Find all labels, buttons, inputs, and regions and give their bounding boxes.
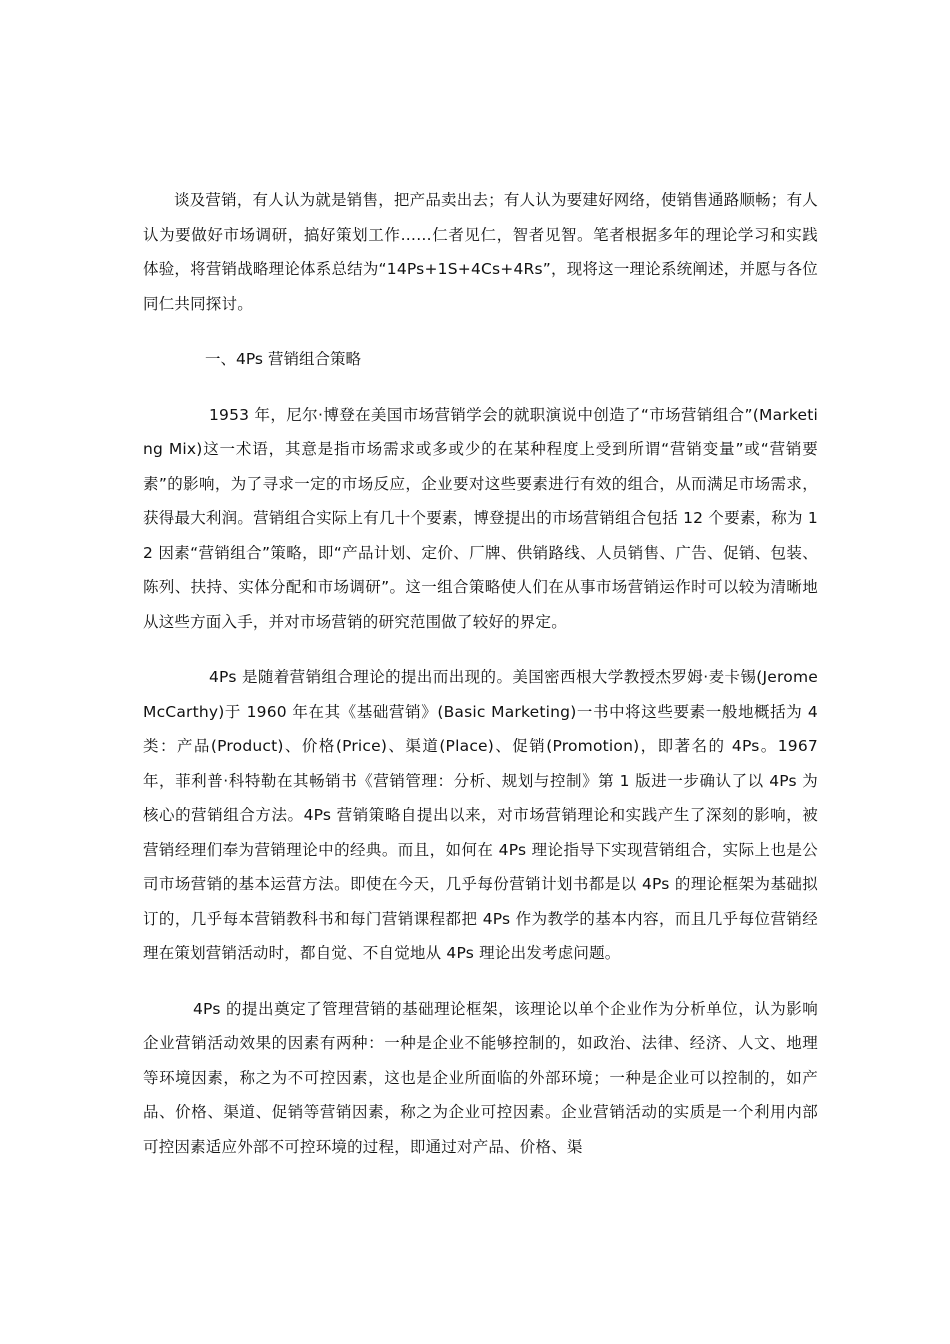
paragraph-1953-marketing-mix: 1953 年，尼尔·博登在美国市场营销学会的就职演说中创造了“市场营销组合”(Marketing Mix)这一术语，其意是指市场需求或多或少的在某种程度上受到所谓“营销变量”或“营销要素”的影响，为了寻求一定的市场反应，企业要对这些要素进行有效的组合，从而满足市场需求，获得最大利润。营销组合实际上有几十个要素，博登提出的市场营销组合包括 12 个要素，称为 12 因素“营销组合”策略，即“产品计划、定价、厂牌、供销路线、人员销售、广告、促销、包装、陈列、扶持、实体分配和市场调研”。这一组合策略使人们在从事市场营销运作时可以较为清晰地从这些方面入手，并对市场营销的研究范围做了较好的界定。: [143, 405, 818, 631]
paragraph-4ps-framework: 4Ps 的提出奠定了管理营销的基础理论框架，该理论以单个企业作为分析单位，认为影响企业营销活动效果的因素有两种：一种是企业不能够控制的，如政治、法律、经济、人文、地理等环境因素，称之为不可控因素，这也是企业所面临的外部环境；一种是企业可以控制的，如产品、价格、渠道、促销等营销因素，称之为企业可控因素。企业营销活动的实质是一个利用内部可控因素适应外部不可控环境的过程，即通过对产品、价格、渠: [143, 999, 818, 1156]
intro-paragraph: 谈及营销，有人认为就是销售，把产品卖出去；有人认为要建好网络，使销售通路顺畅；有人认为要做好市场调研，搞好策划工作……仁者见仁，智者见智。笔者根据多年的理论学习和实践体验，将营销战略理论体系总结为“14Ps+1S+4Cs+4Rs”，现将这一理论系统阐述，并愿与各位同仁共同探讨。: [143, 191, 818, 313]
document-body: [143, 183, 818, 1164]
section-heading: 一、4Ps 营销组合策略: [205, 350, 361, 368]
paragraph-4ps-history: 4Ps 是随着营销组合理论的提出而出现的。美国密西根大学教授杰罗姆·麦卡锡(Jerome McCarthy)于 1960 年在其《基础营销》(Basic Marketing)一书中将这些要素一般地概括为 4 类：产品(Product)、价格(Price)、渠道(Place)、促销(Promotion)，即著名的 4Ps。1967 年，菲利普·科特勒在其畅销书《营销管理：分析、规划与控制》第 1 版进一步确认了以 4Ps 为核心的营销组合方法。4Ps 营销策略自提出以来，对市场营销理论和实践产生了深刻的影响，被营销经理们奉为营销理论中的经典。而且，如何在 4Ps 理论指导下实现营销组合，实际上也是公司市场营销的基本运营方法。即使在今天，几乎每份营销计划书都是以 4Ps 的理论框架为基础拟订的，几乎每本营销教科书和每门营销课程都把 4Ps 作为教学的基本内容，而且几乎每位营销经理在策划营销活动时，都自觉、不自觉地从 4Ps 理论出发考虑问题。: [143, 668, 818, 962]
